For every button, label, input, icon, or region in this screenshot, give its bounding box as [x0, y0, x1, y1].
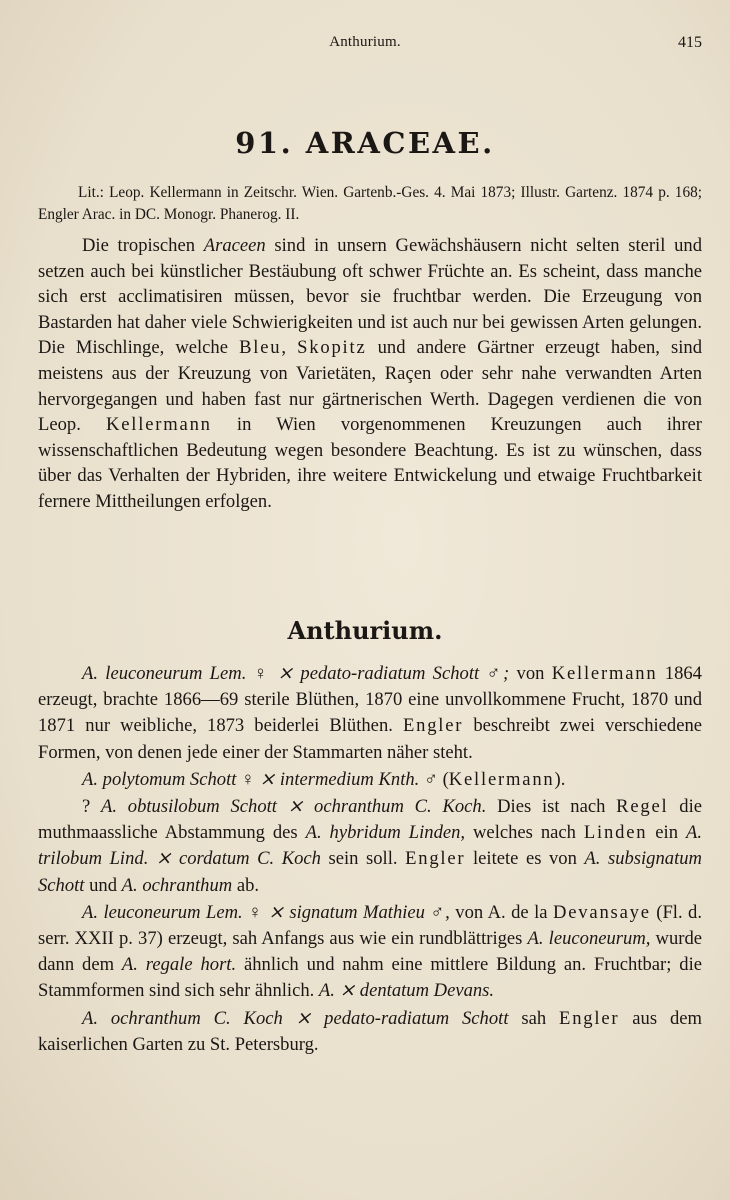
species-name: A. hybridum Linden,	[305, 822, 466, 844]
entry-text: ).	[554, 768, 566, 790]
hybrid-formula: A. polytomum Schott ♀ ⨯ intermedium Knth. ♂	[82, 768, 438, 790]
intro-paragraph	[38, 233, 702, 515]
intro-italic-term: Araceen	[203, 235, 266, 256]
running-title: Anthurium.	[329, 34, 401, 50]
hybrid-formula: A. obtusilobum Schott ⨯ ochranthum C. Koch.	[101, 796, 487, 818]
person-name: Engler	[402, 715, 464, 737]
entry-text: (Fl. d. serr. XXII p. 37) erzeugt, sah Anfangs aus wie ein rundblättriges	[38, 901, 703, 950]
person-name: Kellermann	[106, 414, 212, 436]
entry-text: aus dem kaiserlichen Garten zu St. Petersburg.	[38, 1007, 702, 1055]
entry-text: sah	[508, 1007, 560, 1029]
entry-text: die muthmaassliche Abstammung des	[38, 796, 703, 844]
person-name: Kellermann	[551, 663, 658, 684]
entry-text: ähnlich und nahm eine mittlere Bildung an. Fruchtbar; die Stammformen sind sich sehr ähnlich.	[38, 954, 702, 1002]
hybrid-entry	[38, 900, 702, 1005]
literature-text: Leop. Kellermann in Zeitschr. Wien. Gartenb.-Ges. 4. Mai 1873; Illustr. Gartenz. 1874 p. 168; Engler Arac. in DC. Monogr. Phanerog. II.	[38, 184, 702, 223]
entry-text: Dies ist nach	[486, 796, 617, 818]
entry-text: leitete es von	[465, 848, 585, 870]
species-name: A. regale hort.	[121, 954, 237, 976]
entry-text: (	[437, 768, 449, 790]
entry-text: wurde dann dem	[38, 928, 702, 976]
person-name: Engler	[405, 848, 466, 870]
genus-heading: Anthurium.	[287, 616, 443, 645]
hybrid-formula: A. trilobum Lind. ⨯ cordatum C. Koch	[38, 822, 702, 870]
person-name: Skopitz	[297, 337, 367, 359]
species-name: A. leuconeurum,	[527, 928, 651, 950]
page-number: 415	[678, 34, 702, 51]
entry-text: beschreibt zwei verschiedene Formen, von denen jede einer der Stammarten näher steht.	[38, 715, 703, 763]
entry-text: ab.	[232, 874, 260, 896]
intro-text: und andere Gärtner erzeugt haben, sind meistens aus der Kreuzung von Varietäten, Raçen oder sehr nahe verwandten Arten hervorgegangen und haben fast nur gärtnerischen Werth. Dagegen verdienen die von Leop.	[38, 337, 702, 436]
person-name: Regel	[616, 796, 669, 818]
hybrid-entry	[38, 1006, 702, 1058]
hybrid-formula: A. ochranthum C. Koch ⨯ pedato-radiatum Schott	[82, 1007, 509, 1029]
intro-text: ,	[281, 337, 298, 359]
entry-text: von	[509, 663, 552, 684]
hybrid-formula: A. leuconeurum Lem. ♀ ⨯ signatum Mathieu ♂,	[82, 901, 450, 923]
entry-text: ?	[82, 796, 102, 818]
entry-text: von A. de la	[449, 901, 554, 923]
person-name: Bleu	[239, 337, 282, 359]
entry-text: 1864 erzeugt, brachte 1866—69 sterile Blüthen, 1870 eine unvollkommene Frucht, 1870 und 1871 nur weibliche, 1873 beiderlei Blüthen.	[38, 663, 702, 737]
intro-text: in Wien vorgenommenen Kreuzungen auch ihrer wissenschaftlichen Bedeutung wegen besondere Beachtung. Es ist zu wünschen, dass über das Verhalten der Hybriden, ihre weitere Entwickelung und etwaige Fruchtbarkeit fernere Mittheilungen erfolgen.	[38, 414, 702, 512]
species-name: A. ochranthum	[121, 874, 233, 896]
entry-text: und	[84, 874, 122, 896]
family-title: 91. ARACEAE.	[235, 126, 495, 160]
literature-label: Lit.:	[78, 184, 104, 201]
entry-text: ein	[647, 822, 686, 844]
entry-text: sein soll.	[320, 848, 406, 870]
hybrid-entry	[38, 767, 702, 793]
hybrid-entries	[38, 661, 702, 1059]
hybrid-entry	[38, 794, 702, 899]
species-name: A. subsignatum Schott	[38, 848, 702, 896]
person-name: Devansaye	[553, 901, 651, 923]
literature-reference	[38, 182, 702, 226]
person-name: Engler	[559, 1007, 620, 1029]
person-name: Kellermann	[448, 768, 555, 790]
hybrid-formula: A. leuconeurum Lem. ♀ ⨯ pedato-radiatum Schott ♂;	[82, 663, 510, 684]
running-header	[0, 34, 730, 58]
hybrid-formula: A. ⨯ dentatum Devans.	[318, 980, 495, 1002]
intro-text: sind in unsern Gewächshäusern nicht selten steril und setzen auch bei künstlicher Bestäubung oft schwer Früchte an. Es scheint, dass manche sich erst acclimatisiren müssen, bevor sie fruchtbar werden. Die Erzeugung von Bastarden hat daher viele Schwierigkeiten und ist auch nur bei gewissen Arten gelungen. Die Mischlinge, welche	[38, 235, 702, 359]
person-name: Linden	[583, 822, 648, 844]
entry-text: welches nach	[465, 822, 584, 844]
hybrid-entry	[38, 661, 702, 766]
intro-text: Die tropischen	[82, 235, 204, 256]
